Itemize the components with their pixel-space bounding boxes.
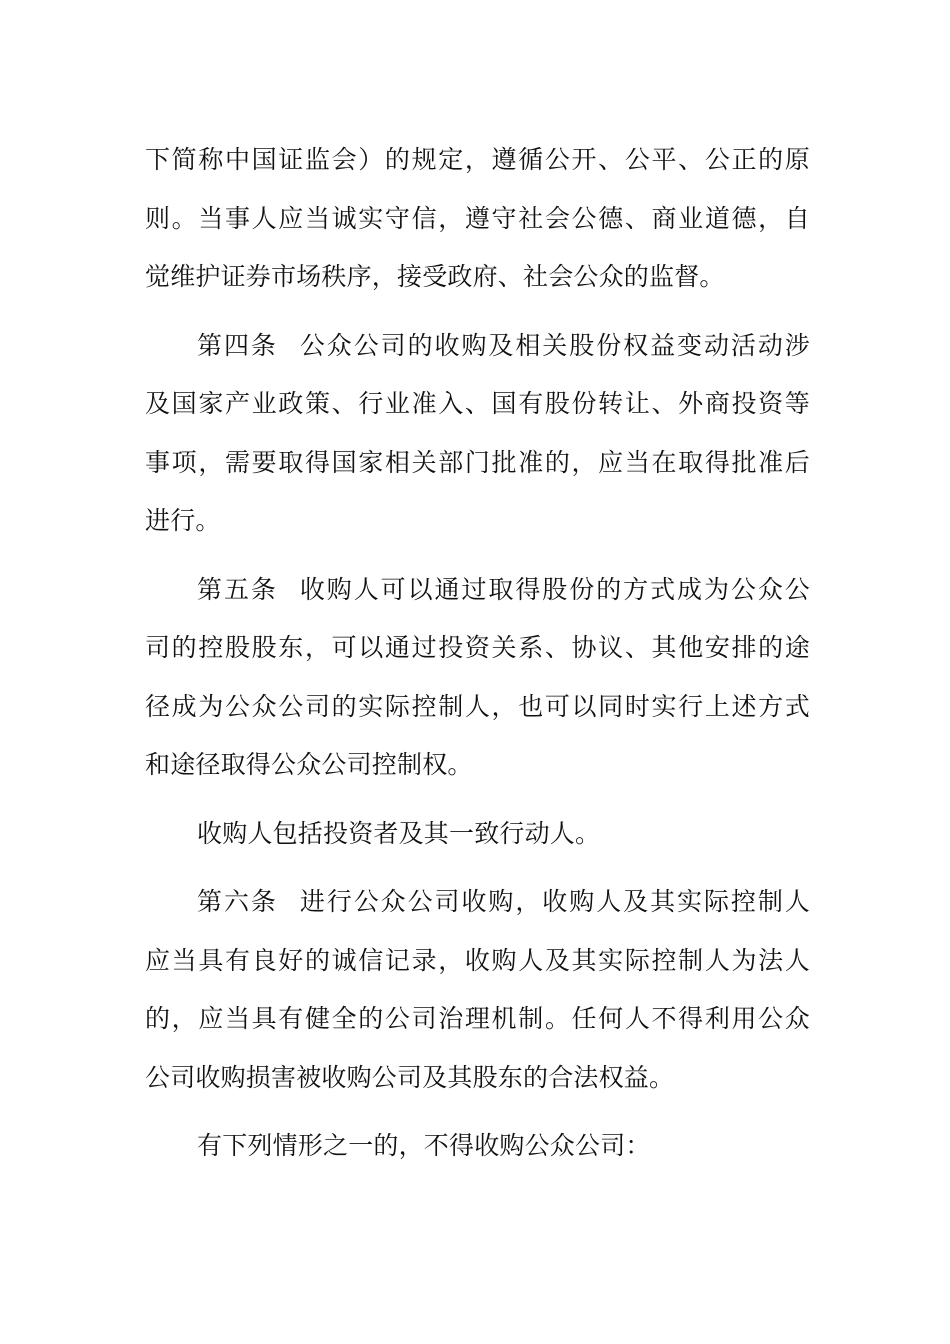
paragraph-article-5 <box>145 561 810 795</box>
text-line: 径成为公众公司的实际控制人，也可以同时实行上述方式 <box>145 691 810 721</box>
paragraph-prohibited-cases <box>145 1117 810 1176</box>
text-line: 进行。 <box>145 506 221 535</box>
text-line-content: 收购人可以通过取得股份的方式成为公众公 <box>299 574 810 604</box>
article-number: 第五条 <box>197 574 278 604</box>
text-line: 司的控股股东，可以通过投资关系、协议、其他安排的途 <box>145 633 810 662</box>
text-line: 公司收购损害被收购公司及其股东的合法权益。 <box>145 1062 675 1092</box>
text-line: 有下列情形之一的，不得收购公众公司： <box>197 1131 651 1160</box>
paragraph-article-6 <box>145 873 810 1107</box>
paragraph-acquirer-definition <box>145 805 810 864</box>
article-number: 第四条 <box>197 330 278 360</box>
text-line: 觉维护证券市场秩序，接受政府、社会公众的监督。 <box>145 262 725 291</box>
text-line: 收购人包括投资者及其一致行动人。 <box>197 818 601 848</box>
text-line-content: 进行公众公司收购，收购人及其实际控制人 <box>299 887 810 916</box>
text-line: 和途径取得公众公司控制权。 <box>145 750 473 779</box>
text-line-content: 公众公司的收购及相关股份权益变动活动涉 <box>299 330 810 360</box>
text-line: 则。当事人应当诚实守信，遵守社会公德、商业道德，自 <box>145 203 810 233</box>
text-line: 事项，需要取得国家相关部门批准的，应当在取得批准后 <box>145 447 810 477</box>
text-line: 及国家产业政策、行业准入、国有股份转让、外商投资等 <box>145 389 810 418</box>
text-line <box>145 317 810 376</box>
text-line: 下简称中国证监会）的规定，遵循公开、公平、公正的原 <box>145 145 810 174</box>
document-page <box>145 131 810 1176</box>
paragraph-article-4 <box>145 317 810 551</box>
text-line <box>145 561 810 620</box>
article-number: 第六条 <box>197 887 278 916</box>
text-line: 的，应当具有健全的公司治理机制。任何人不得利用公众 <box>145 1004 810 1033</box>
text-line: 应当具有良好的诚信记录，收购人及其实际控制人为法人 <box>145 945 810 975</box>
paragraph-principles <box>145 131 810 307</box>
text-line <box>145 873 810 932</box>
